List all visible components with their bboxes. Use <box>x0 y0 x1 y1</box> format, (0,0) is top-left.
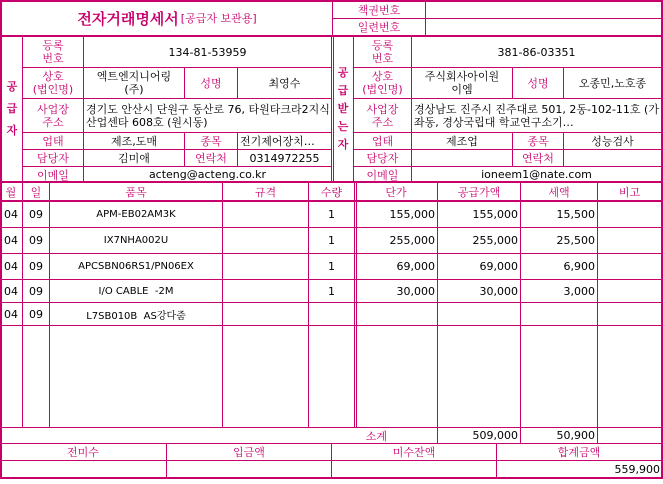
remaining-label: 미수잔액 <box>392 446 436 459</box>
recipient-reg-label: 등록 번호 <box>371 39 394 65</box>
line <box>22 67 332 68</box>
row-4-supply <box>438 303 518 325</box>
row-1-tax: 25,500 <box>556 234 595 247</box>
row-0-qty: 1 <box>328 208 335 221</box>
row-0-tax: 15,500 <box>556 208 595 221</box>
row-2-price: 69,000 <box>396 260 435 273</box>
line <box>356 182 357 428</box>
supplier-reg-no: 134-81-53959 <box>168 45 247 59</box>
line <box>331 36 332 183</box>
line <box>308 182 309 428</box>
serial-value <box>426 19 661 35</box>
recipient-addr-label: 사업장 주소 <box>366 102 399 129</box>
line <box>353 36 354 183</box>
line <box>22 166 332 167</box>
row-4-spec <box>223 303 308 325</box>
row-0-name: APM-EB02AM3K <box>96 209 176 220</box>
line <box>0 302 663 303</box>
line <box>353 132 662 133</box>
line <box>437 182 438 444</box>
supplier-type-label: 업태 <box>42 135 64 148</box>
recipient-manager <box>412 150 512 166</box>
supplier-side-label: 공 급 자 <box>6 80 18 137</box>
line <box>222 182 223 428</box>
line <box>496 444 497 478</box>
supplier-contact: 0314972255 <box>249 151 320 165</box>
recipient-type-label: 업태 <box>371 135 394 148</box>
row-1-note <box>598 228 661 253</box>
row-0-spec <box>223 202 308 227</box>
line <box>563 67 564 99</box>
line <box>333 36 334 183</box>
line <box>353 166 662 167</box>
row-0-day: 09 <box>29 208 43 221</box>
deposit-label: 입금액 <box>233 446 265 459</box>
line <box>353 149 662 150</box>
row-0-note <box>598 202 661 227</box>
col-header-tax: 세액 <box>548 186 570 199</box>
recipient-name-label: 상호 (법인명) <box>362 70 403 96</box>
recipient-item: 성능검사 <box>591 135 634 148</box>
line <box>22 132 332 133</box>
supplier-addr-label: 사업장 주소 <box>37 102 69 129</box>
line <box>425 0 426 36</box>
subtotal-note <box>598 428 661 443</box>
line <box>0 279 663 280</box>
line <box>520 182 521 444</box>
supplier-manager-label: 담당자 <box>37 152 69 165</box>
title-sub: [공급자 보관용] <box>180 12 257 25</box>
row-2-day: 09 <box>29 260 43 273</box>
supplier-ceo: 최영수 <box>268 77 301 90</box>
recipient-side-label: 공 급 받 는 자 <box>337 66 349 151</box>
row-3-price: 30,000 <box>396 284 435 298</box>
line <box>184 67 185 99</box>
supplier-type: 제조,도매 <box>110 135 157 148</box>
row-2-supply: 69,000 <box>479 260 518 273</box>
subtotal-supply: 509,000 <box>472 429 518 442</box>
row-4-price <box>355 303 435 325</box>
supplier-manager: 김미애 <box>118 152 150 165</box>
title-main: 전자거래명세서 <box>77 9 179 28</box>
row-4-tax <box>521 303 595 325</box>
row-2-spec <box>223 254 308 279</box>
col-header-supply: 공급가액 <box>457 186 501 199</box>
recipient-ceo: 오종민,노호종 <box>578 77 647 90</box>
row-2-qty: 1 <box>328 260 335 273</box>
line <box>0 427 663 428</box>
row-1-supply: 255,000 <box>472 234 518 247</box>
row-4-month: 04 <box>4 307 18 321</box>
row-1-month: 04 <box>4 234 18 247</box>
row-2-month: 04 <box>4 260 18 273</box>
line <box>332 0 333 36</box>
row-3-note <box>598 280 661 302</box>
row-2-note <box>598 254 661 279</box>
recipient-manager-label: 담당자 <box>366 152 399 165</box>
supplier-name: 엑트엔지니어링 (주) <box>96 70 172 96</box>
line <box>22 36 23 183</box>
row-4-qty <box>309 303 354 325</box>
supplier-email-label: 이메일 <box>37 168 69 182</box>
line <box>0 227 663 228</box>
document-title <box>2 2 332 34</box>
row-3-name: I/O CABLE -2M <box>98 285 174 297</box>
recipient-email-label: 이메일 <box>366 168 399 182</box>
line <box>0 253 663 254</box>
supplier-ceo-label: 성명 <box>200 77 222 90</box>
row-1-qty: 1 <box>328 234 335 247</box>
row-1-day: 09 <box>29 234 43 247</box>
supplier-contact-label: 연락처 <box>195 152 227 165</box>
col-header-month: 월 <box>5 186 17 199</box>
row-3-spec <box>223 280 308 302</box>
supplier-name-label: 상호 (법인명) <box>32 70 74 96</box>
row-3-day: 09 <box>29 284 43 298</box>
recipient-reg-no: 381-86-03351 <box>497 45 576 59</box>
recipient-contact-label: 연락처 <box>522 152 554 165</box>
row-3-qty: 1 <box>328 284 335 298</box>
recipient-type: 제조업 <box>446 135 478 148</box>
line <box>411 36 412 183</box>
total-label: 합계금액 <box>557 446 601 459</box>
supplier-reg-label: 등록 번호 <box>42 39 64 65</box>
serial-label: 일련번호 <box>357 21 401 34</box>
row-0-price: 155,000 <box>389 208 435 221</box>
line <box>353 98 662 99</box>
line <box>332 18 663 19</box>
line <box>22 149 332 150</box>
row-0-supply: 155,000 <box>472 208 518 221</box>
line <box>0 325 663 326</box>
line <box>353 67 662 68</box>
remaining-value <box>332 461 494 477</box>
unpaid-value <box>0 461 164 477</box>
row-1-name: IX7NHA002U <box>103 235 169 246</box>
row-2-name: APCSBN06RS1/PN06EX <box>78 261 194 272</box>
col-header-price: 단가 <box>385 186 407 199</box>
col-header-item: 품목 <box>125 186 147 199</box>
line <box>354 182 355 428</box>
supplier-item: 전기제어장치… <box>240 135 315 148</box>
recipient-ceo-label: 성명 <box>527 77 549 90</box>
line <box>22 182 23 428</box>
line <box>83 36 84 183</box>
volume-value <box>426 2 661 18</box>
line <box>512 67 513 99</box>
subtotal-label: 소계 <box>365 429 387 443</box>
row-0-month: 04 <box>4 208 18 221</box>
supplier-email: acteng@acteng.co.kr <box>148 168 267 181</box>
col-header-note: 비고 <box>618 186 641 199</box>
row-4-note <box>598 303 661 325</box>
row-3-supply: 30,000 <box>479 284 518 298</box>
recipient-name: 주식회사아이원 이엠 <box>424 70 500 96</box>
recipient-email: ioneem1@nate.com <box>481 168 592 181</box>
row-2-tax: 6,900 <box>563 260 595 273</box>
line <box>237 67 238 99</box>
subtotal-tax: 50,900 <box>556 429 595 442</box>
line <box>22 98 332 99</box>
supplier-item-label: 종목 <box>200 135 222 148</box>
line <box>331 444 332 478</box>
line <box>0 200 663 202</box>
col-header-qty: 수량 <box>320 186 343 199</box>
recipient-item-label: 종목 <box>527 135 549 148</box>
recipient-contact <box>564 150 661 166</box>
deposit-value <box>167 461 329 477</box>
line <box>597 182 598 444</box>
total-value: 559,900 <box>614 462 660 476</box>
volume-label: 책권번호 <box>357 4 401 17</box>
row-1-price: 255,000 <box>389 234 435 247</box>
row-3-month: 04 <box>4 284 18 298</box>
supplier-addr: 경기도 안산시 단원구 동산로 76, 타원타크라2지식산업센타 608호 (원시동) <box>86 102 330 129</box>
row-4-name: L7SB010B AS강다줌 <box>86 310 186 322</box>
row-4-day: 09 <box>29 307 43 321</box>
col-header-spec: 규격 <box>254 186 277 199</box>
line <box>166 444 167 478</box>
col-header-day: 일 <box>30 186 42 199</box>
border-left <box>0 0 2 479</box>
line <box>49 182 50 428</box>
unpaid-label: 전미수 <box>67 446 99 459</box>
row-3-tax: 3,000 <box>563 284 595 298</box>
line <box>0 181 663 183</box>
row-1-spec <box>223 228 308 253</box>
recipient-addr: 경상남도 진주시 진주대로 501, 2동-102-11호 (가좌동, 경상국립대 학교연구소기… <box>414 102 659 129</box>
